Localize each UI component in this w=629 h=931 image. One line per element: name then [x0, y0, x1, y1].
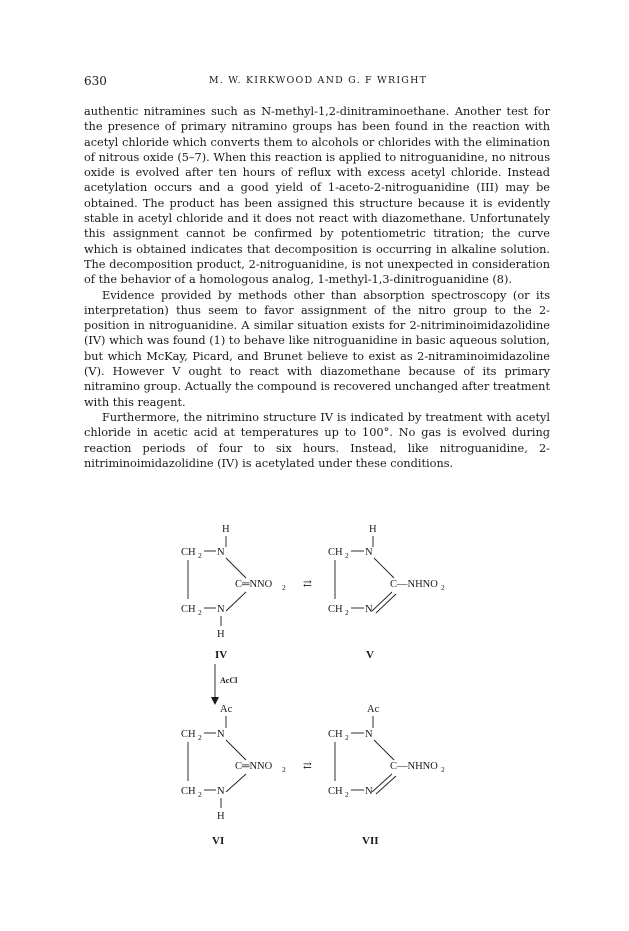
atom-sub: 2: [345, 790, 349, 799]
atom-sub: 2: [198, 790, 202, 799]
atom-n: N: [365, 729, 373, 740]
structure-IV: [181, 524, 286, 640]
atom-h: H: [217, 811, 225, 822]
equilibrium-arrow: ⇄: [303, 761, 312, 772]
label-IV: IV: [215, 649, 228, 661]
atom-ch: CH: [328, 547, 343, 558]
atom-n: N: [217, 729, 225, 740]
atom-n: N: [365, 547, 373, 558]
atom-sub: 2: [345, 608, 349, 617]
label-V: V: [366, 649, 374, 661]
running-head: M. W. KIRKWOOD AND G. F WRIGHT: [208, 75, 428, 86]
atom-ac: Ac: [220, 704, 233, 715]
label-VI: VI: [212, 835, 225, 847]
equilibrium-arrow: ⇄: [303, 579, 312, 590]
atom-ch: CH: [181, 729, 196, 740]
atom-c-nhno: C—NHNO: [390, 579, 438, 590]
atom-h: H: [217, 629, 225, 640]
atom-ch: CH: [328, 729, 343, 740]
atom-ch: CH: [328, 786, 343, 797]
atom-ch: CH: [181, 786, 196, 797]
atom-n: N: [365, 604, 373, 615]
atom-h: H: [222, 524, 230, 535]
atom-ac: Ac: [367, 704, 380, 715]
atom-sub: 2: [345, 733, 349, 742]
atom-ch: CH: [181, 547, 196, 558]
atom-n: N: [217, 547, 225, 558]
paragraph-1: authentic nitramines such as N-methyl-1,2-dinitraminoethane. Another test for the presence of primary nitramino groups has been found in the reaction with acetyl chloride which converts them to alcohols or chlorides with the elimination of nitrous oxide (5–7). When this reaction is applied to nitroguanidine, no nitrous oxide is evolved after ten hours of reflux with excess acetyl chloride. Instead acetylation occurs and a good yield of 1-aceto-2-nitroguanidine (III) may be obtained. The product has been assigned this structure because it is evidently stable in acetyl chloride and it does not react with diazomethane. Unfortunately this assignment cannot be confirmed by potentiometric titration; the curve which is obtained indicates that decomposition is occurring in alkaline solution. The decomposition product, 2-nitroguanidine, is not unexpected in consideration of the behavior of a homologous analog, 1-methyl-1,3-dinitroguanidine (8).: [84, 105, 550, 287]
atom-sub: 2: [345, 551, 349, 560]
atom-n: N: [365, 786, 373, 797]
label-VII: VII: [362, 835, 379, 847]
atom-h: H: [369, 524, 377, 535]
atom-sub: 2: [282, 583, 286, 592]
atom-ch: CH: [328, 604, 343, 615]
atom-c-nhno: C—NHNO: [390, 761, 438, 772]
page-number: 630: [84, 74, 107, 88]
paragraph-2: Evidence provided by methods other than absorption spectroscopy (or its interpretation) thus seem to favor assignment of the nitro group to the 2-position in nitroguanidine. A similar situation exists for 2-nitriminoimidazolidine (IV) which was found (1) to behave like nitroguanidine in basic aqueous solution, but which McKay, Picard, and Brunet believe to exist as 2-nitraminoimidazoline (V). However V ought to react with diazomethane because of its primary nitramino group. Actually the compound is recovered unchanged after treatment with this reagent.: [84, 288, 550, 409]
structure-VII: [328, 704, 445, 799]
atom-sub: 2: [198, 608, 202, 617]
atom-sub: 2: [198, 551, 202, 560]
atom-n: N: [217, 604, 225, 615]
reagent-accl: AcCl: [220, 676, 238, 685]
atom-c-nno: C═NNO: [235, 579, 273, 590]
structure-VI: [181, 704, 286, 822]
paragraph-3: Furthermore, the nitrimino structure IV is indicated by treatment with acetyl chloride in acetic acid at temperatures up to 100°. No gas is evolved during reaction periods of four to six hours. Instead, like nitroguanidine, 2-nitriminoimidazolidine (IV) is acetylated under these conditions.: [84, 410, 550, 470]
atom-sub: 2: [441, 583, 445, 592]
structure-V: [328, 524, 445, 617]
atom-c-nno: C═NNO: [235, 761, 273, 772]
atom-sub: 2: [441, 765, 445, 774]
atom-sub: 2: [282, 765, 286, 774]
atom-ch: CH: [181, 604, 196, 615]
atom-n: N: [217, 786, 225, 797]
atom-sub: 2: [198, 733, 202, 742]
reaction-arrow: [211, 664, 238, 705]
